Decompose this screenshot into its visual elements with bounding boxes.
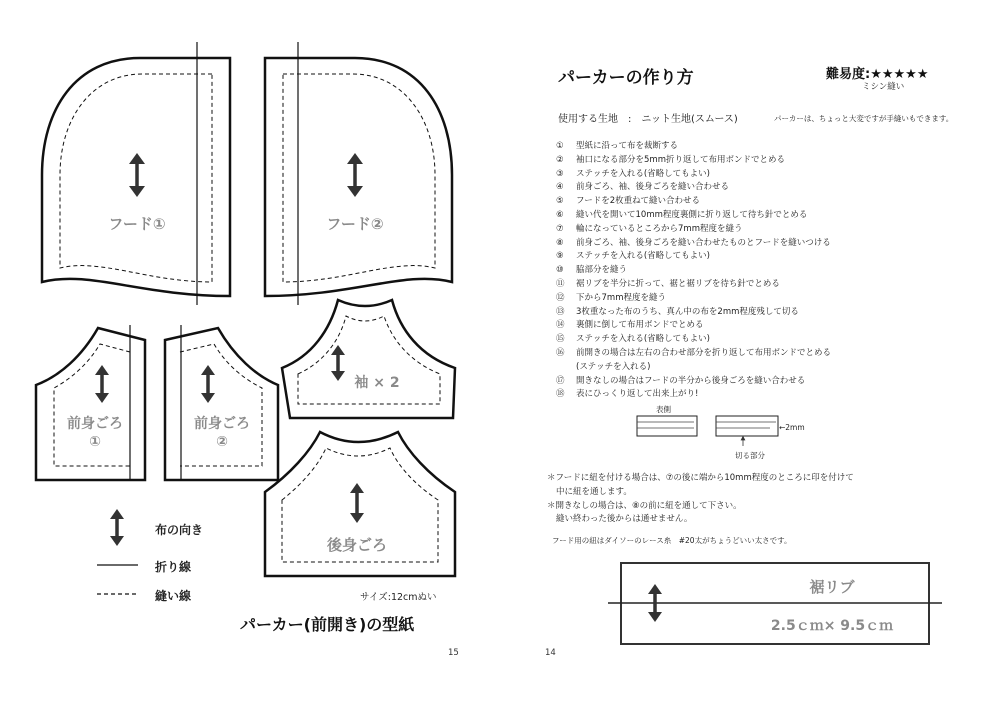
hood-2-label: フード② — [326, 215, 384, 233]
legend-fold-label: 折り線 — [155, 560, 192, 574]
back-body-piece — [265, 432, 455, 576]
hood-2-piece — [265, 42, 452, 305]
difficulty-rating — [826, 63, 928, 82]
note-line: ＊開きなしの場合は、⑧の前に紐を通して下さい。 — [547, 500, 742, 511]
step-item: ⑰ 開きなしの場合はフードの半分から後身ごろを縫い合わせる — [556, 375, 806, 386]
legend-grain-arrow-icon — [110, 509, 124, 546]
notes — [547, 472, 854, 527]
step-item: ⑮ ステッチを入れる(省略してもよい) — [556, 334, 710, 345]
page-number-left: 15 — [448, 648, 459, 658]
note-line: 中に紐を通します。 — [556, 486, 632, 497]
step-item: ④ 前身ごろ、袖、後身ごろを縫い合わせる — [556, 182, 730, 193]
sleeve-piece — [282, 300, 455, 418]
step-item: ⑭ 裏側に倒して布用ボンドでとめる — [556, 320, 704, 331]
step-list — [556, 140, 831, 402]
step-item: ⑪ 裾リブを半分に折って、裾と裾リブを待ち針でとめる — [556, 278, 780, 289]
step-item: (ステッチを入れる) — [576, 361, 651, 372]
legend-grain-label: 布の向き — [155, 523, 204, 537]
step-item: ⑦ 輪になっているところから7mm程度を縫う — [556, 223, 743, 234]
rib-label: 裾リブ — [809, 578, 855, 596]
step-item: ⑤ フードを2枚重ねて縫い合わせる — [556, 196, 700, 207]
difficulty-stars: ★★★★★ — [870, 67, 929, 82]
step-item: ⑱ 表にひっくり返して出来上がり! — [556, 389, 699, 400]
size-note: サイズ:12cmぬい — [360, 592, 437, 603]
front-2-label: 前身ごろ — [194, 416, 250, 432]
cut-diagram — [637, 416, 778, 446]
hood-1-label: フード① — [108, 215, 166, 233]
front-body-1-piece — [36, 325, 145, 480]
diagram-front-label: 表側 — [656, 405, 671, 414]
diagram-mm-label: ←2mm — [779, 423, 805, 432]
front-body-2-piece — [165, 325, 278, 480]
step-item: ⑥ 縫い代を開いて10mm程度裏側に折り返して待ち針でとめる — [556, 209, 808, 220]
material-label: 使用する生地 : ニット生地(スムース) — [558, 114, 738, 125]
material-note: パーカーは、ちょっと大変ですが手縫いもできます。 — [774, 114, 954, 123]
step-item: ⑧ 前身ごろ、袖、後身ごろを縫い合わせたものとフードを縫いつける — [556, 237, 831, 248]
sleeve-label: 袖 × 2 — [354, 375, 400, 391]
string-note: フード用の紐はダイソーのレース糸 #20太がちょうどいい太さです。 — [552, 536, 792, 545]
step-item: ① 型紙に沿って布を裁断する — [556, 141, 679, 151]
legend-seam-label: 縫い線 — [155, 589, 192, 603]
rib-size: 2.5ｃｍ× 9.5ｃｍ — [770, 618, 894, 634]
page-number-right: 14 — [545, 648, 556, 658]
step-item: ② 袖口になる部分を5mm折り返して布用ボンドでとめる — [556, 154, 785, 165]
note-line: 縫い終わった後からは通せません。 — [556, 514, 693, 525]
step-item: ⑯ 前開きの場合は左右の合わせ部分を折り返して布用ボンドでとめる — [556, 347, 832, 358]
step-item: ⑫ 下から7mm程度を縫う — [556, 292, 666, 303]
front-1-label: 前身ごろ — [67, 416, 123, 432]
note-line: ＊フードに紐を付ける場合は、⑦の後に端から10mm程度のところに印を付けて — [547, 473, 854, 483]
diagram-cut-label: 切る部分 — [735, 451, 765, 460]
sewing-method: ミシン縫い — [862, 82, 905, 92]
front-2-number: ② — [216, 434, 228, 450]
step-item: ⑨ ステッチを入れる(省略してもよい) — [556, 251, 710, 262]
instructions-title: パーカーの作り方 — [558, 68, 694, 88]
hood-1-piece — [42, 42, 230, 305]
front-1-number: ① — [89, 434, 101, 450]
step-item: ⑬ 3枚重なった布のうち、真ん中の布を2mm程度残して切る — [556, 306, 799, 317]
step-item: ③ ステッチを入れる(省略してもよい) — [556, 168, 710, 179]
back-label: 後身ごろ — [326, 536, 388, 554]
step-item: ⑩ 脇部分を縫う — [556, 265, 628, 276]
pattern-title: パーカー(前開き)の型紙 — [240, 615, 415, 634]
difficulty-label: 難易度: — [826, 67, 871, 82]
